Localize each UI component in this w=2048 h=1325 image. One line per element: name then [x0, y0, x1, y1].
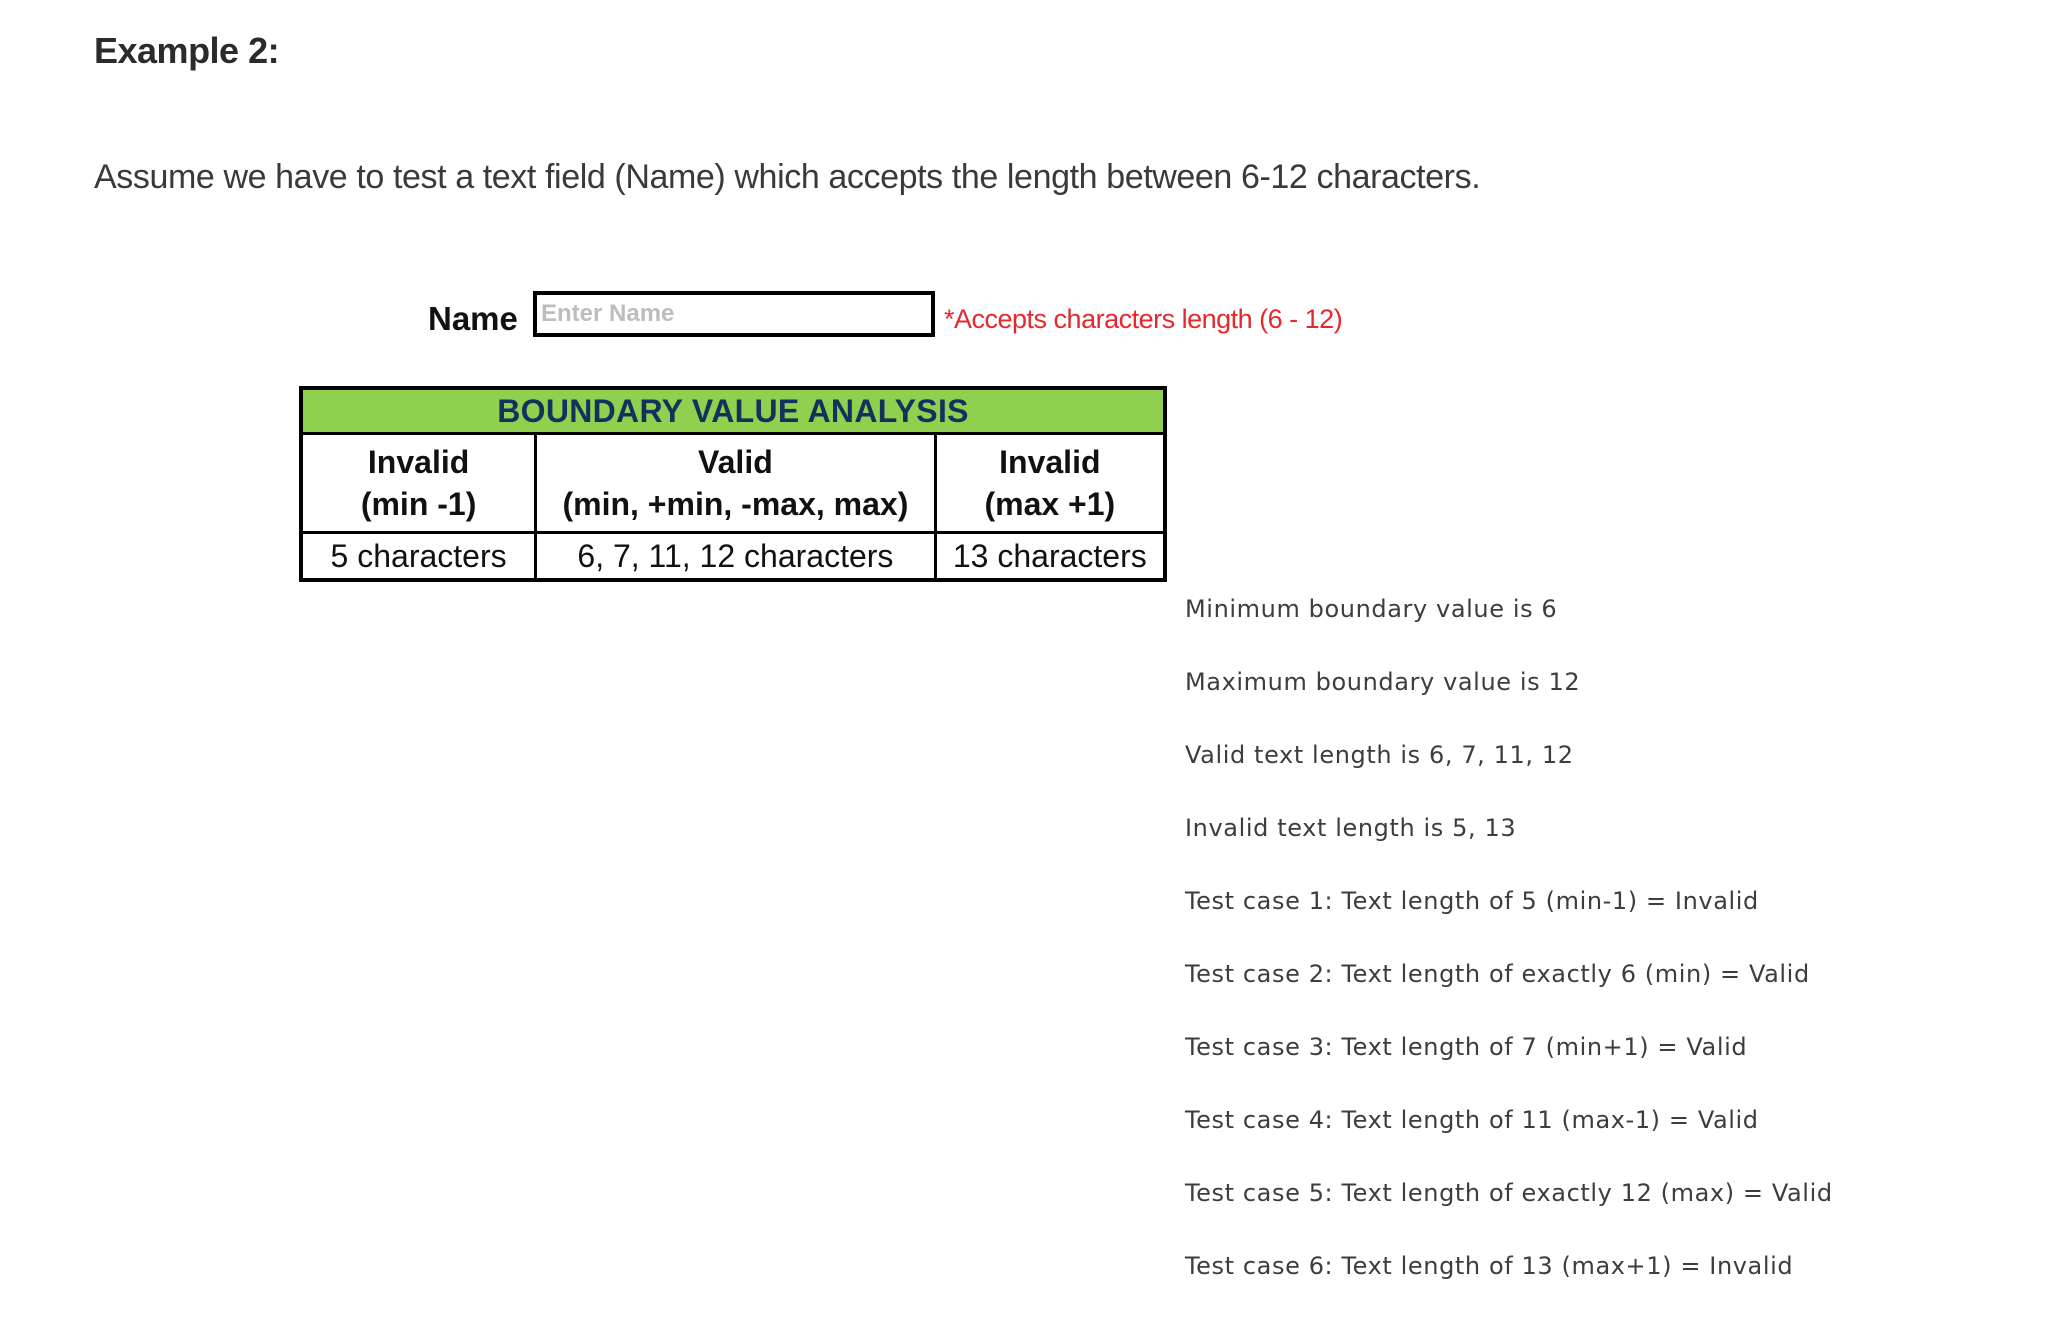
- example-heading: Example 2:: [94, 30, 280, 71]
- table-row: [301, 533, 1165, 581]
- boundary-value-analysis-table: [299, 386, 1167, 582]
- test-case-2: Test case 2: Text length of exactly 6 (min) = Valid: [1185, 960, 1810, 988]
- column-header-invalid-min: [301, 434, 536, 533]
- test-case-4: Test case 4: Text length of 11 (max-1) = Valid: [1185, 1106, 1759, 1134]
- intro-paragraph: Assume we have to test a text field (Name) which accepts the length between 6-12 characters.: [94, 158, 1481, 196]
- table-cell-valid: 6, 7, 11, 12 characters: [536, 533, 935, 581]
- name-input[interactable]: [533, 291, 935, 337]
- column-header-subtitle: (min, +min, -max, max): [562, 486, 909, 522]
- column-header-invalid-max: [935, 434, 1165, 533]
- note-invalid-lengths: Invalid text length is 5, 13: [1185, 814, 1517, 842]
- test-case-6: Test case 6: Text length of 13 (max+1) = Invalid: [1185, 1252, 1794, 1280]
- column-header-subtitle: (min -1): [360, 486, 477, 522]
- table-title: BOUNDARY VALUE ANALYSIS: [301, 388, 1165, 434]
- column-header-title: Valid: [698, 444, 773, 480]
- table-cell-invalid-max: 13 characters: [935, 533, 1165, 581]
- column-header-valid: [536, 434, 935, 533]
- note-maximum-boundary: Maximum boundary value is 12: [1185, 668, 1581, 696]
- column-header-title: Invalid: [999, 444, 1101, 480]
- note-minimum-boundary: Minimum boundary value is 6: [1185, 595, 1558, 623]
- analysis-notes: [1185, 595, 1833, 1325]
- name-field-label: Name: [428, 300, 518, 337]
- name-length-hint: *Accepts characters length (6 - 12): [944, 304, 1343, 334]
- column-header-title: Invalid: [367, 444, 470, 480]
- table-header-row: [301, 434, 1165, 533]
- test-case-5: Test case 5: Text length of exactly 12 (max) = Valid: [1185, 1179, 1833, 1207]
- column-header-subtitle: (max +1): [984, 486, 1116, 522]
- test-case-3: Test case 3: Text length of 7 (min+1) = Valid: [1185, 1033, 1748, 1061]
- test-case-1: Test case 1: Text length of 5 (min-1) = Invalid: [1185, 887, 1759, 915]
- table-cell-invalid-min: 5 characters: [301, 533, 536, 581]
- note-valid-lengths: Valid text length is 6, 7, 11, 12: [1185, 741, 1574, 769]
